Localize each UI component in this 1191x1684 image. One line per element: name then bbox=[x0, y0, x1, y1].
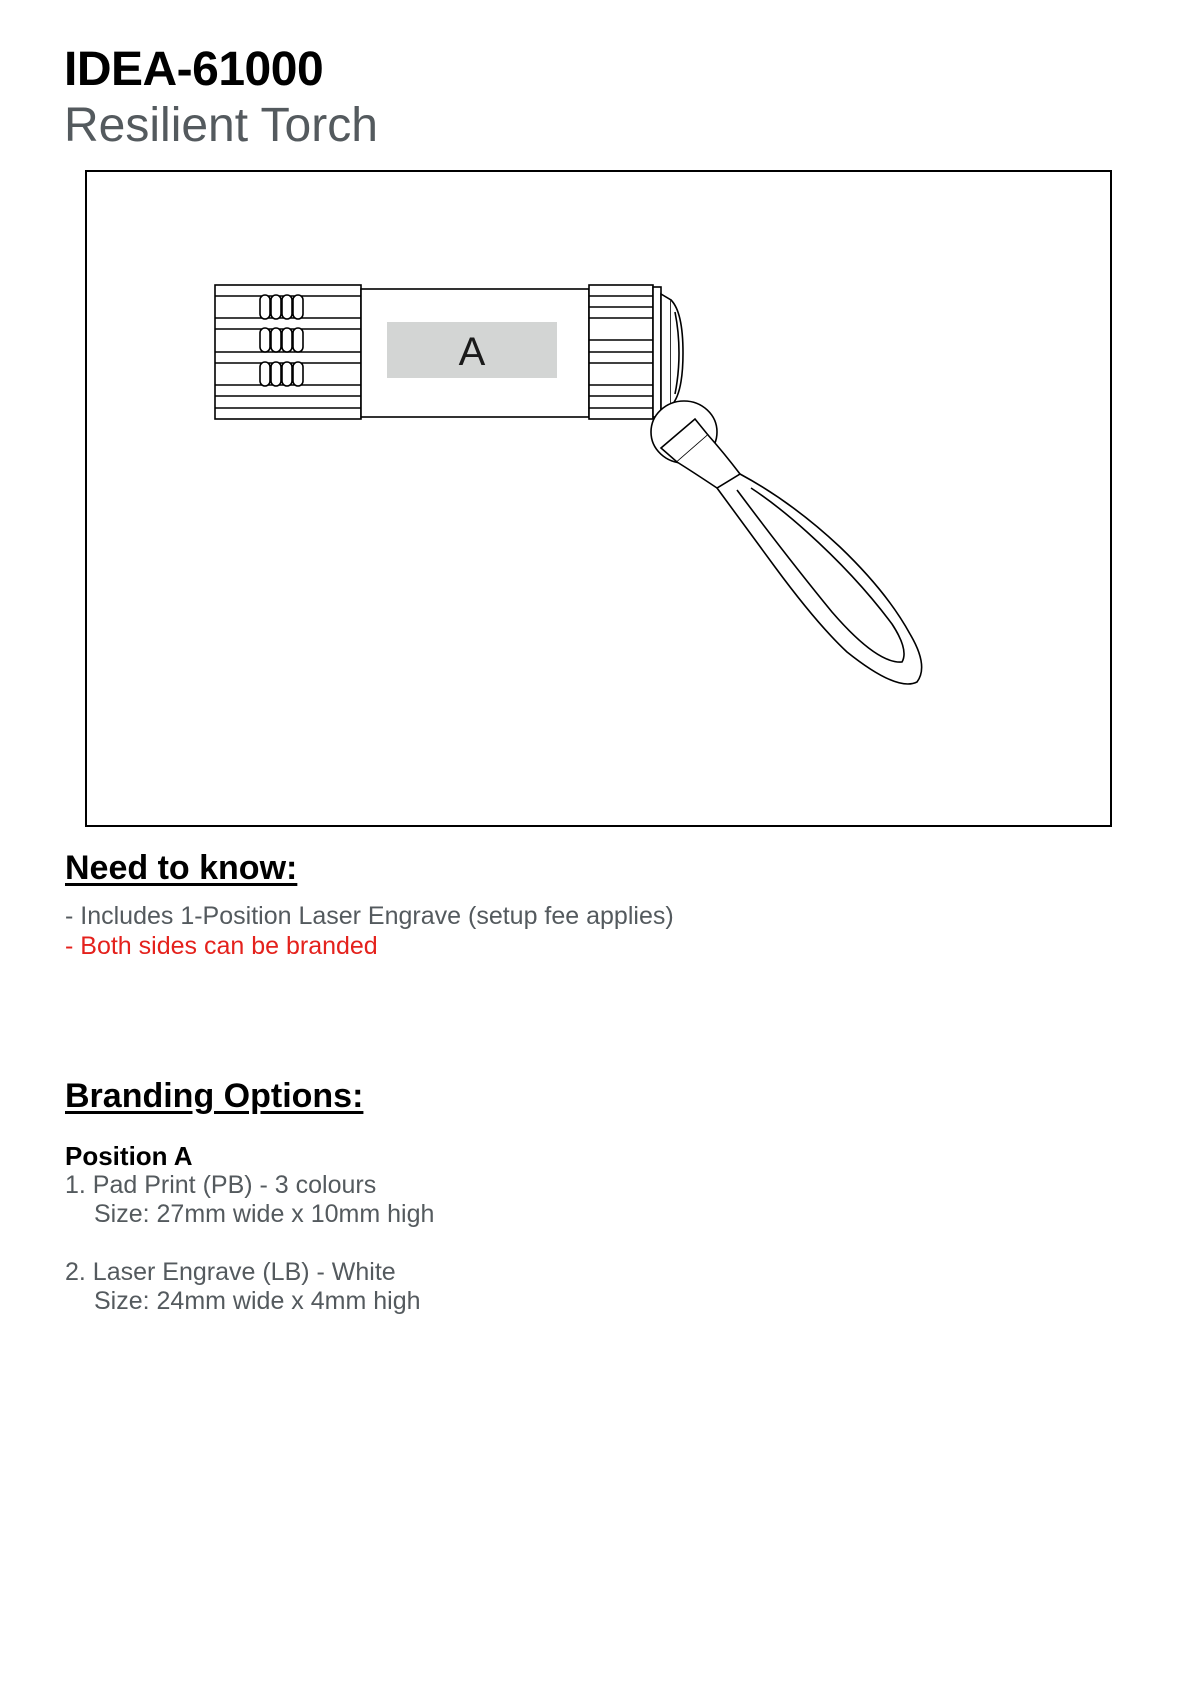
branding-option-method: 1. Pad Print (PB) - 3 colours bbox=[65, 1171, 377, 1199]
need-to-know-item-highlight: - Both sides can be branded bbox=[65, 932, 378, 960]
torch-drawing bbox=[87, 172, 1109, 824]
product-name: Resilient Torch bbox=[64, 99, 378, 152]
product-figure bbox=[85, 170, 1112, 827]
branding-options-heading: Branding Options: bbox=[65, 1077, 364, 1115]
branding-option-size: Size: 27mm wide x 10mm high bbox=[94, 1200, 435, 1228]
need-to-know-heading: Need to know: bbox=[65, 849, 298, 887]
torch-rear-cap bbox=[215, 285, 361, 419]
position-a-title: Position A bbox=[65, 1141, 193, 1171]
need-to-know-item: - Includes 1-Position Laser Engrave (setup fee applies) bbox=[65, 902, 674, 930]
product-code: IDEA-61000 bbox=[64, 43, 324, 96]
branding-option-method: 2. Laser Engrave (LB) - White bbox=[65, 1258, 396, 1286]
torch-front-collar bbox=[589, 285, 683, 419]
lanyard-strap bbox=[651, 401, 922, 684]
branding-option-size: Size: 24mm wide x 4mm high bbox=[94, 1287, 421, 1315]
print-area-label: A bbox=[458, 330, 486, 374]
